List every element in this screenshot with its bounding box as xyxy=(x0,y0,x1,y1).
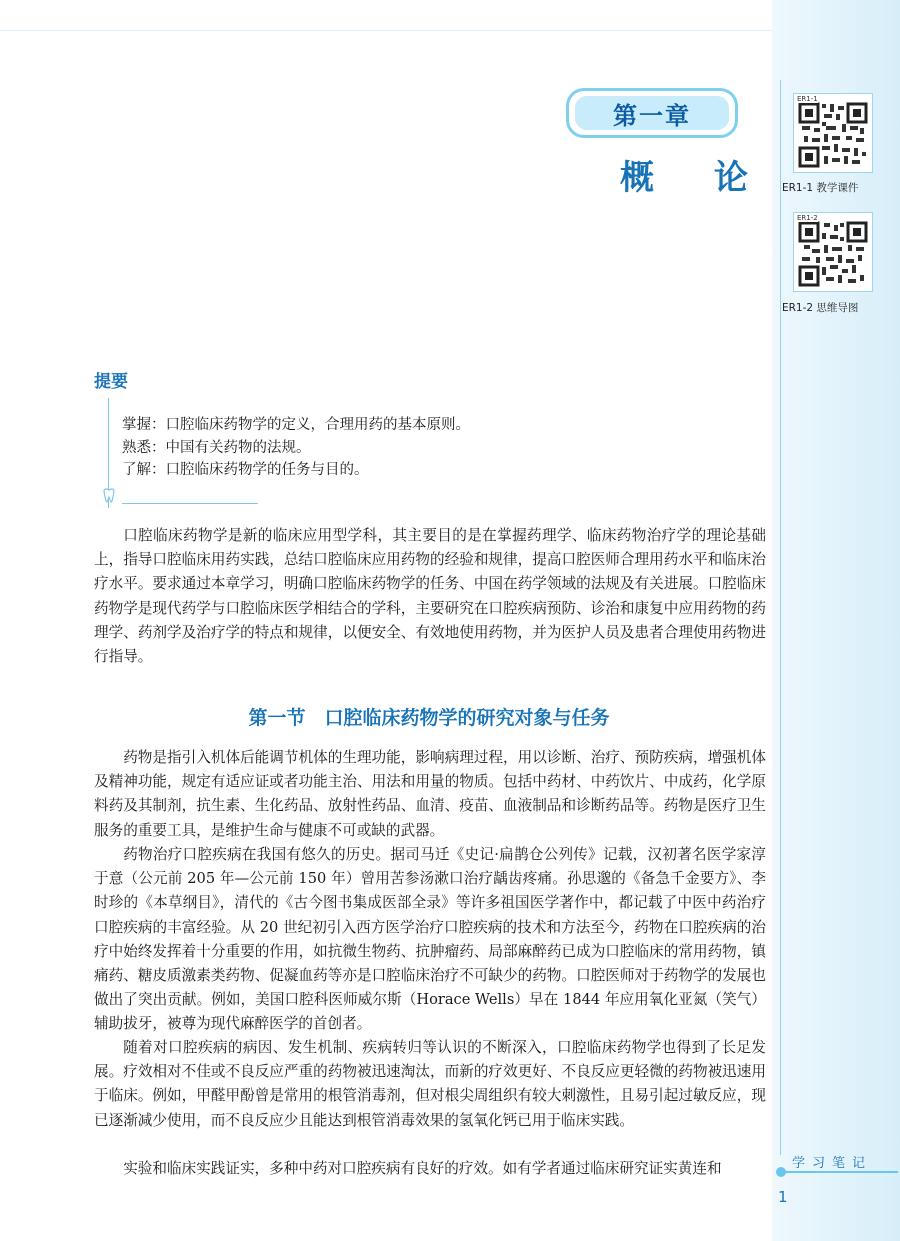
qr-code-icon xyxy=(798,98,868,168)
qr-code-tag: ER1-2 xyxy=(797,214,818,222)
intro-paragraph: 口腔临床药物学是新的临床应用型学科，其主要目的是在掌握药理学、临床药物治疗学的理论基础上，指导口腔临床用药实践，总结口腔临床应用药物的经验和规律，提高口腔医师合理用药水平和临床治疗水平。要求通过本章学习，明确口腔临床药物学的任务、中国在药学领域的法规及有关进展。口腔临床药物学是现代药学与口腔临床医学相结合的学科，主要研究在口腔疾病预防、诊治和康复中应用药物的药理学、药剂学及治疗学的特点和规律，以便安全、有效地使用药物，并为医护人员及患者合理使用药物进行指导。 xyxy=(94,527,766,666)
section-paragraph-1: 药物是指引入机体后能调节机体的生理功能，影响病理过程，用以诊断、治疗、预防疾病，增强机体及精神功能，规定有适应证或者功能主治、用法和用量的物质。包括中药材、中药饮片、中成药，化学原料药及其制剂，抗生素、生化药品、放射性药品、血清、疫苗、血液制品和诊断药品等。药物是医疗卫生服务的重要工具，是维护生命与健康不可或缺的武器。 xyxy=(94,749,766,839)
section-paragraph-2: 药物治疗口腔疾病在我国有悠久的历史。据司马迁《史记·扁鹊仓公列传》记载，汉初著名医学家淳于意（公元前 205 年—公元前 150 年）曾用苦参汤漱口治疗龋齿疼痛。孙思邈的《备急千金要方》、李时珍的《本草纲目》，清代的《古今图书集成医部全录》等许多祖国医学著作中，都记载了中医中药治疗口腔疾病的丰富经验。从 20 世纪初引入西方医学治疗口腔疾病的技术和方法至今，药物在口腔疾病的治疗中始终发挥着十分重要的作用，如抗微生物药、抗肿瘤药、局部麻醉药已成为口腔临床的常用药物，镇痛药、糖皮质激素类药物、促凝血药等亦是口腔临床治疗不可缺少的药物。口腔医师对于药物学的发展也做出了突出贡献。例如，美国口腔科医师威尔斯（Horace Wells）早在 1844 年应用氧化亚氮（笑气）辅助拔牙，被尊为现代麻醉医学的首创者。 xyxy=(94,846,766,1033)
qr-code-tag: ER1-1 xyxy=(797,95,818,103)
chapter-title: 概 论 xyxy=(620,158,772,198)
sidebar-divider xyxy=(780,80,781,1155)
qr-code-er1-2[interactable] xyxy=(793,212,873,292)
tooth-icon xyxy=(103,488,115,504)
section-title: 第一节 口腔临床药物学的研究对象与任务 xyxy=(248,707,610,729)
page-number: 1 xyxy=(778,1188,788,1206)
chapter-label: 第一章 xyxy=(575,96,729,130)
summary-line-understand: 了解：口腔临床药物学的任务与目的。 xyxy=(122,462,369,478)
qr-caption-er1-2: ER1-2 思维导图 xyxy=(782,302,859,314)
summary-divider xyxy=(122,503,258,504)
section-paragraph-3: 随着对口腔疾病的病因、发生机制、疾病转归等认识的不断深入，口腔临床药物学也得到了长足发展。疗效相对不佳或不良反应严重的药物被迅速淘汰，而新的疗效更好、不良反应更轻微的药物被迅速用于临床。例如，甲醛甲酚曾是常用的根管消毒剂，但对根尖周组织有较大刺激性，且易引起过敏反应，现已逐渐减少使用，而不良反应少且能达到根管消毒效果的氢氧化钙已用于临床实践。 xyxy=(94,1039,766,1129)
chapter-badge xyxy=(566,88,738,138)
summary-lines xyxy=(122,414,470,482)
study-notes-line xyxy=(780,1171,898,1173)
top-rule xyxy=(0,30,772,31)
qr-caption-er1-1: ER1-1 教学课件 xyxy=(782,182,859,194)
section-paragraph-4: 实验和临床实践证实，多种中药对口腔疾病有良好的疗效。如有学者通过临床研究证实黄连和 xyxy=(123,1160,722,1177)
summary-line-familiar: 熟悉：中国有关药物的法规。 xyxy=(122,439,311,456)
qr-code-icon xyxy=(798,217,868,287)
summary-line-master: 掌握：口腔临床药物学的定义，合理用药的基本原则。 xyxy=(122,417,470,433)
qr-code-er1-1[interactable] xyxy=(793,93,873,173)
study-notes-dot xyxy=(776,1167,786,1177)
summary-title: 提要 xyxy=(94,372,128,392)
study-notes-label: 学习笔记 xyxy=(792,1156,873,1171)
